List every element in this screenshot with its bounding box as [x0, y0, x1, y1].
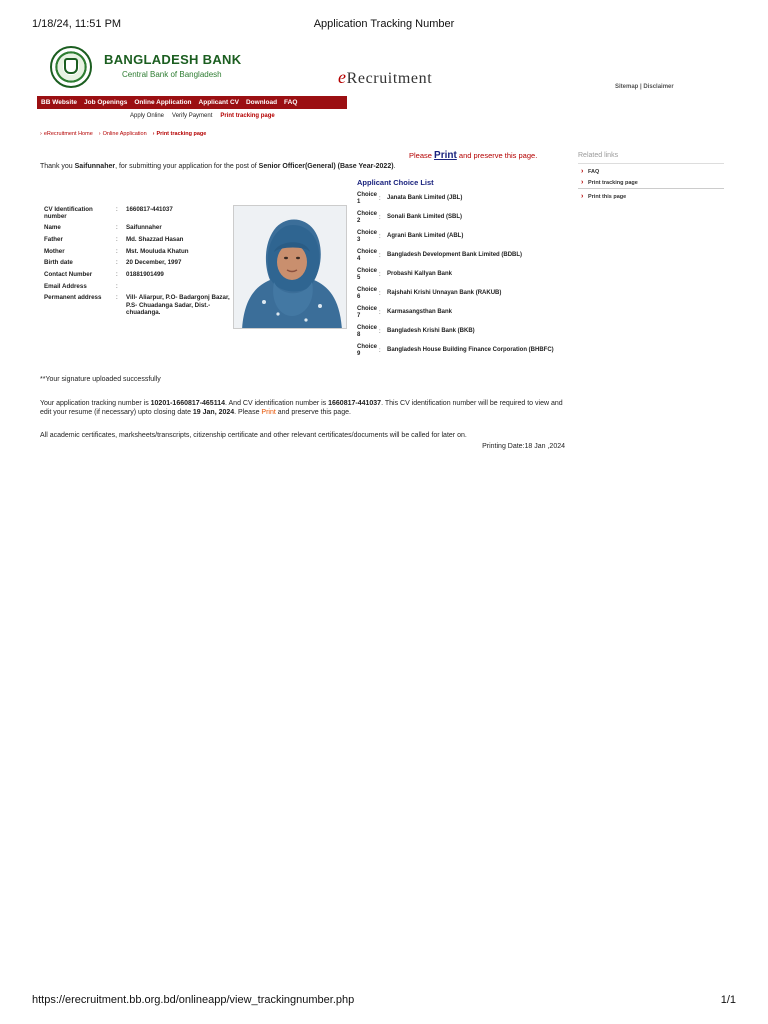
choice-row: Choice 9 : Bangladesh House Building Finance Corporation (BHBFC) [357, 343, 554, 357]
divider [578, 188, 724, 189]
detail-row-email: Email Address : [44, 282, 118, 290]
nav-faq[interactable]: FAQ [284, 99, 298, 106]
subnav-apply-online[interactable]: Apply Online [130, 113, 165, 119]
erecruitment-logo: eRecruitment [338, 67, 433, 87]
breadcrumb-item-online-application[interactable]: › Online Application [98, 131, 147, 137]
nav-bb-website[interactable]: BB Website [41, 99, 77, 106]
choice-row: Choice 4 : Bangladesh Development Bank Limited (BDBL) [357, 248, 523, 262]
sitemap-disclaimer-links[interactable]: Sitemap | Disclaimer [615, 84, 674, 90]
signature-uploaded-note: **Your signature uploaded successfully [40, 376, 161, 383]
tracking-number-message: Your application tracking number is 10201-1660817-465114. And CV identification number is 1660817-441037. This CV identification number will be required to view and edit your resume (if necessary) upto closing date 19 Jan, 2024. Please Print and preserve this page. [40, 400, 563, 417]
applicant-photo [233, 205, 347, 329]
subnav-verify-payment[interactable]: Verify Payment [172, 113, 213, 119]
chevron-right-icon: › [98, 131, 101, 137]
print-link-inline[interactable]: Print [261, 409, 276, 417]
detail-row-mother: Mother : Mst. Mouluda Khatun [44, 247, 189, 255]
breadcrumb-item-current[interactable]: › Print tracking page [152, 131, 207, 137]
detail-row-cv-id: CV Identification number : 1660817-441037 [44, 206, 173, 220]
print-page-title: Application Tracking Number [313, 18, 455, 30]
breadcrumb [40, 131, 206, 137]
chevron-right-icon: › [152, 131, 155, 137]
certificates-note: All academic certificates, marksheets/transcripts, citizenship certificate and other relevant certificates/documents will be called for later on. [40, 432, 467, 439]
choice-row: Choice 7 : Karmasangsthan Bank [357, 305, 453, 319]
main-navbar [37, 96, 347, 109]
related-links-panel [578, 150, 724, 200]
related-links-heading: Related links [578, 150, 724, 164]
print-datetime: 1/18/24, 11:51 PM [32, 18, 122, 30]
post-name: Senior Officer(General) (Base Year-2022) [258, 163, 394, 170]
please-print-notice: Please Print and preserve this page. [409, 150, 538, 161]
choice-row: Choice 8 : Bangladesh Krishi Bank (BKB) [357, 324, 475, 338]
nav-download[interactable]: Download [245, 99, 278, 106]
bank-name: BANGLADESH BANK [104, 52, 242, 67]
printing-date: Printing Date:18 Jan ,2024 [482, 443, 565, 450]
bangladesh-bank-seal-icon[interactable] [50, 46, 92, 88]
print-link[interactable]: Print [434, 150, 457, 161]
nav-job-openings[interactable]: Job Openings [84, 99, 128, 106]
cv-identification-number: 1660817-441037 [328, 400, 382, 407]
bank-subtitle: Central Bank of Bangladesh [122, 70, 222, 79]
detail-row-name: Name : Saifunnaher [44, 224, 162, 231]
applicant-photo-image [234, 206, 347, 329]
related-link-faq[interactable]: › FAQ [578, 169, 724, 175]
detail-row-father: Father : Md. Shazzad Hasan [44, 235, 184, 243]
nav-online-application[interactable]: Online Application [134, 99, 192, 106]
applicant-name: Saifunnaher [74, 163, 116, 170]
nav-applicant-cv[interactable]: Applicant CV [198, 99, 239, 106]
breadcrumb-item-home[interactable]: › eRecruitment Home [40, 131, 93, 137]
detail-row-contact: Contact Number : 01881901499 [44, 271, 164, 278]
chevron-right-icon: › [40, 131, 42, 137]
choice-list [357, 189, 569, 360]
choice-row: Choice 1 : Janata Bank Limited (JBL) [357, 191, 463, 205]
applicant-details [44, 206, 234, 321]
tracking-number: 10201-1660817-465114 [150, 400, 225, 407]
thank-you-message: Thank you Saifunnaher, for submitting your application for the post of Senior Officer(General) (Base Year-2022). [40, 163, 396, 170]
subnav-print-tracking-page[interactable]: Print tracking page [220, 113, 275, 119]
closing-date: 19 Jan, 2024 [192, 409, 235, 417]
detail-row-birth-date: Birth date : 20 December, 1997 [44, 259, 182, 267]
related-link-print-this-page[interactable]: › Print this page [578, 194, 724, 200]
choice-row: Choice 6 : Rajshahi Krishi Unnayan Bank (RAKUB) [357, 286, 502, 300]
choice-list-title: Applicant Choice List [357, 178, 434, 187]
choice-row: Choice 3 : Agrani Bank Limited (ABL) [357, 229, 464, 243]
related-link-print-tracking[interactable]: › Print tracking page [578, 180, 724, 186]
detail-row-address: Permanent address : Vill- Aliarpur, P.O- Badargonj Bazar, P.S- Chuadanga Sadar, Dist.- chuadanga. [44, 293, 230, 317]
choice-row: Choice 5 : Probashi Kallyan Bank [357, 267, 453, 281]
sub-navigation [130, 113, 275, 119]
print-page-count: 1/1 [720, 994, 736, 1006]
choice-row: Choice 2 : Sonali Bank Limited (SBL) [357, 210, 463, 224]
print-url: https://erecruitment.bb.org.bd/onlineapp/view_trackingnumber.php [32, 994, 355, 1006]
